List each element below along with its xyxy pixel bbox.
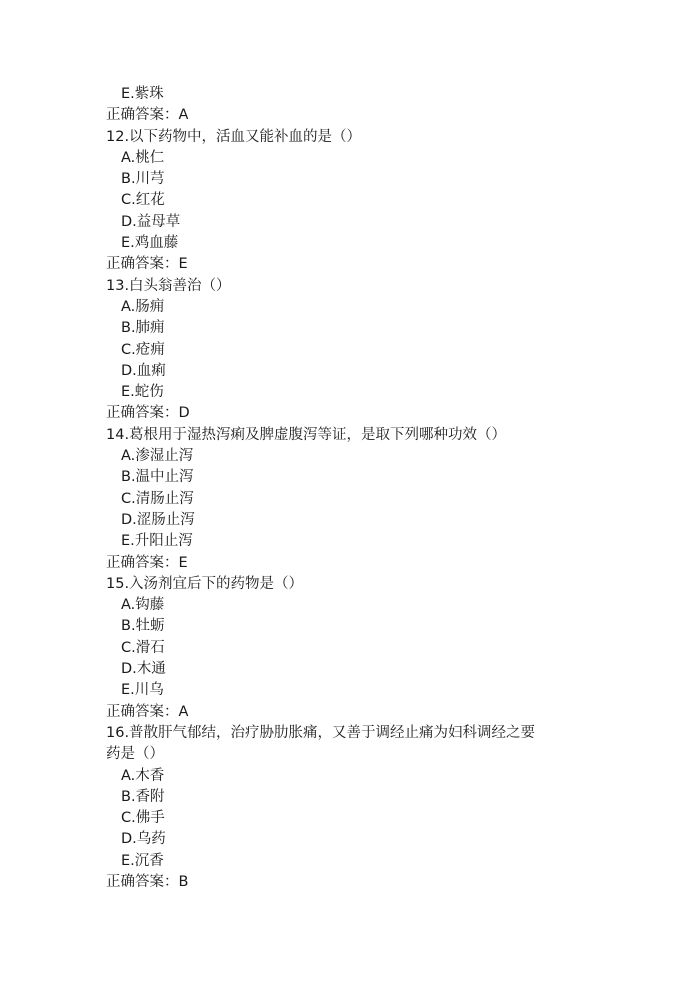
option-item: C.滑石 [121,639,165,656]
option-item: B.牡蛎 [121,618,165,635]
answer-line: 正确答案：B [106,873,189,890]
question-stem: 12.以下药物中，活血又能补血的是（） [106,128,362,145]
option-item: D.血痢 [121,362,166,379]
option-item: D.乌药 [121,831,166,848]
option-item: A.桃仁 [121,149,165,166]
document-page [0,84,700,893]
option-item: A.肠痈 [121,298,165,315]
question-stem: 14.葛根用于湿热泻痢及脾虚腹泻等证，是取下列哪种功效（） [106,426,507,443]
option-item: E.紫珠 [121,86,164,102]
option-item: B.温中止泻 [121,469,194,486]
option-item: C.清肠止泻 [121,490,194,507]
option-item: B.香附 [121,788,165,805]
option-item: D.益母草 [121,213,181,230]
option-item: E.升阳止泻 [121,533,193,550]
answer-line: 正确答案：A [106,703,189,720]
option-item: D.涩肠止泻 [121,511,195,528]
answer-line: 正确答案：D [106,405,190,422]
question-stem: 15.入汤剂宜后下的药物是（） [106,575,304,592]
option-item: C.佛手 [121,810,165,827]
option-item: A.木香 [121,767,165,784]
answer-line: 正确答案：E [106,554,188,571]
option-item: C.红花 [121,192,165,209]
option-item: C.疮痈 [121,341,165,358]
option-item: A.钩藤 [121,597,165,614]
answer-line: 正确答案：A [106,107,189,124]
option-item: E.川乌 [121,682,164,699]
option-item: B.肺痈 [121,320,165,337]
option-item: E.鸡血藤 [121,235,179,252]
option-item: B.川芎 [121,171,165,188]
question-stem: 16.普散肝气郁结，治疗胁肋胀痛，又善于调经止痛为妇科调经之要 [106,724,536,741]
question-stem-continuation: 药是（） [106,746,164,763]
option-item: D.木通 [121,661,166,678]
question-stem: 13.白头翁善治（） [106,277,231,294]
option-item: A.渗湿止泻 [121,448,194,465]
option-item: E.沉香 [121,852,164,869]
option-item: E.蛇伤 [121,384,164,401]
answer-line: 正确答案：E [106,256,188,273]
